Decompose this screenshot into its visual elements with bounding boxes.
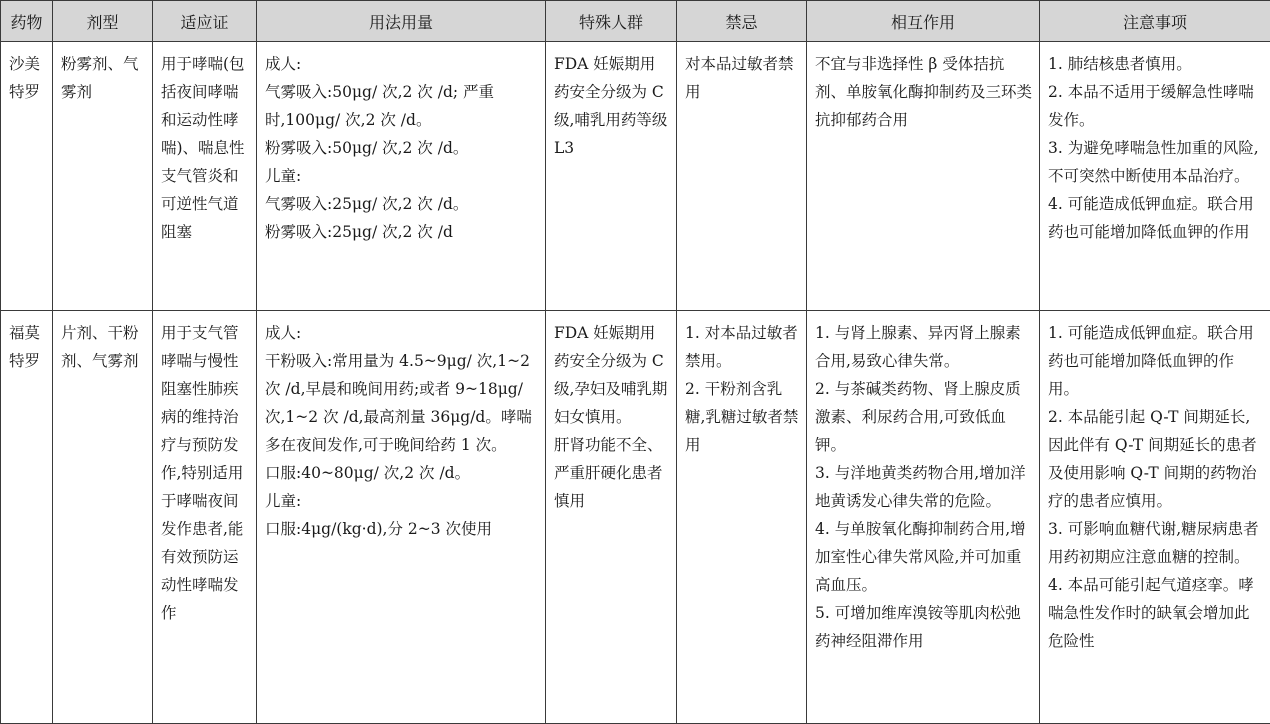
precautions-cell: [1040, 311, 1270, 724]
contraindications-cell: [677, 42, 807, 311]
usage-line: 粉雾吸入:25μg/ 次,2 次 /d: [265, 218, 538, 246]
usage-line: 成人:: [265, 50, 538, 78]
usage-line: 口服:4μg/(kg·d),分 2~3 次使用: [265, 515, 538, 543]
dosage-form-cell: 粉雾剂、气雾剂: [53, 42, 153, 311]
header-drug: 药物: [1, 1, 53, 42]
precaution-line: 2. 本品能引起 Q-T 间期延长,因此伴有 Q-T 间期延长的患者及使用影响 Q-T 间期的药物治疗的患者应慎用。: [1048, 403, 1263, 515]
usage-cell: [257, 311, 546, 724]
precautions-cell: [1040, 42, 1270, 311]
table-header-row: [1, 1, 1270, 42]
interaction-line: 不宜与非选择性 β 受体拮抗剂、单胺氧化酶抑制药及三环类抗抑郁药合用: [815, 50, 1032, 134]
usage-cell: [257, 42, 546, 311]
interactions-cell: [807, 311, 1040, 724]
header-interactions: 相互作用: [807, 1, 1040, 42]
interaction-line: 2. 与茶碱类药物、肾上腺皮质激素、利尿药合用,可致低血钾。: [815, 375, 1032, 459]
precaution-line: 4. 可能造成低钾血症。联合用药也可能增加降低血钾的作用: [1048, 190, 1263, 246]
usage-line: 口服:40~80μg/ 次,2 次 /d。: [265, 459, 538, 487]
indication-cell: 用于支气管哮喘与慢性阻塞性肺疾病的维持治疗与预防发作,特别适用于哮喘夜间发作患者,能有效预防运动性哮喘发作: [153, 311, 257, 724]
table-row: [1, 42, 1270, 311]
contraindications-cell: [677, 311, 807, 724]
usage-line: 儿童:: [265, 162, 538, 190]
interaction-line: 5. 可增加维库溴铵等肌肉松弛药神经阻滞作用: [815, 599, 1032, 655]
special-population-line: FDA 妊娠期用药安全分级为 C 级,孕妇及哺乳期妇女慎用。: [554, 319, 669, 431]
usage-line: 成人:: [265, 319, 538, 347]
header-precautions: 注意事项: [1040, 1, 1270, 42]
special-population-cell: [546, 311, 677, 724]
usage-line: 粉雾吸入:50μg/ 次,2 次 /d。: [265, 134, 538, 162]
usage-line: 儿童:: [265, 487, 538, 515]
header-dosage-form: 剂型: [53, 1, 153, 42]
header-special-population: 特殊人群: [546, 1, 677, 42]
interaction-line: 3. 与洋地黄类药物合用,增加洋地黄诱发心律失常的危险。: [815, 459, 1032, 515]
interaction-line: 1. 与肾上腺素、异丙肾上腺素合用,易致心律失常。: [815, 319, 1032, 375]
indication-cell: 用于哮喘(包括夜间哮喘和运动性哮喘)、喘息性支气管炎和可逆性气道阻塞: [153, 42, 257, 311]
contraindication-line: 1. 对本品过敏者禁用。: [685, 319, 799, 375]
header-contraindications: 禁忌: [677, 1, 807, 42]
header-indication: 适应证: [153, 1, 257, 42]
special-population-cell: [546, 42, 677, 311]
usage-line: 干粉吸入:常用量为 4.5~9μg/ 次,1~2 次 /d,早晨和晚间用药;或者 9~18μg/ 次,1~2 次 /d,最高剂量 36μg/d。哮喘多在夜间发作,可于晚间给药 1 次。: [265, 347, 538, 459]
precaution-line: 3. 可影响血糖代谢,糖尿病患者用药初期应注意血糖的控制。: [1048, 515, 1263, 571]
contraindication-line: 对本品过敏者禁用: [685, 50, 799, 106]
table-row: [1, 311, 1270, 724]
usage-line: 气雾吸入:25μg/ 次,2 次 /d。: [265, 190, 538, 218]
precaution-line: 1. 可能造成低钾血症。联合用药也可能增加降低血钾的作用。: [1048, 319, 1263, 403]
precaution-line: 4. 本品可能引起气道痉挛。哮喘急性发作时的缺氧会增加此危险性: [1048, 571, 1263, 655]
dosage-form-cell: 片剂、干粉剂、气雾剂: [53, 311, 153, 724]
header-usage: 用法用量: [257, 1, 546, 42]
precaution-line: 2. 本品不适用于缓解急性哮喘发作。: [1048, 78, 1263, 134]
precaution-line: 3. 为避免哮喘急性加重的风险,不可突然中断使用本品治疗。: [1048, 134, 1263, 190]
interactions-cell: [807, 42, 1040, 311]
special-population-line: 肝肾功能不全、严重肝硬化患者慎用: [554, 431, 669, 515]
special-population-line: FDA 妊娠期用药安全分级为 C 级,哺乳用药等级 L3: [554, 50, 669, 162]
drug-name-cell: 福莫特罗: [1, 311, 53, 724]
precaution-line: 1. 肺结核患者慎用。: [1048, 50, 1263, 78]
contraindication-line: 2. 干粉剂含乳糖,乳糖过敏者禁用: [685, 375, 799, 459]
interaction-line: 4. 与单胺氧化酶抑制药合用,增加室性心律失常风险,并可加重高血压。: [815, 515, 1032, 599]
drug-name-cell: 沙美特罗: [1, 42, 53, 311]
usage-line: 气雾吸入:50μg/ 次,2 次 /d; 严重时,100μg/ 次,2 次 /d。: [265, 78, 538, 134]
